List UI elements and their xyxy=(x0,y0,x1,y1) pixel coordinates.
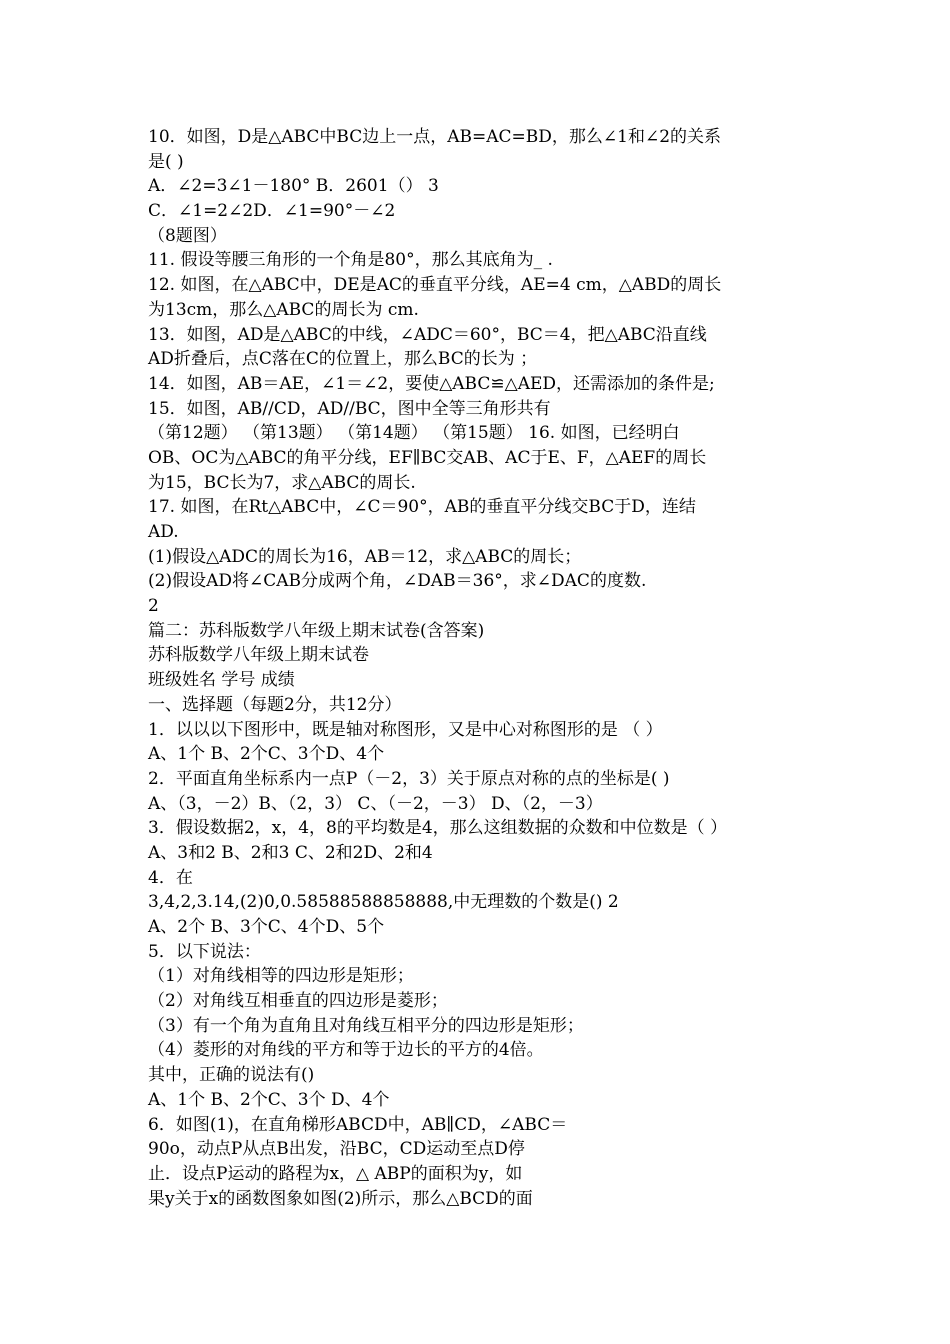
student-info-line: 班级姓名 学号 成绩 xyxy=(148,670,295,691)
text-line: 10．如图，D是△ABC中BC边上一点，AB=AC=BD，那么∠1和∠2的关系 xyxy=(148,127,722,147)
text-line: （8题图） xyxy=(148,225,227,246)
text-line: （1）对角线相等的四边形是矩形； xyxy=(148,966,414,987)
text-line: A、2个 B、3个C、4个D、5个 xyxy=(148,917,385,937)
text-line: OB、OC为△ABC的角平分线，EF∥BC交AB、AC于E、F，△AEF的周长 xyxy=(148,447,707,468)
text-line: 6．如图(1)，在直角梯形ABCD中，AB∥CD，∠ABC＝ xyxy=(148,1114,568,1135)
text-line: A、（3，－2）B、（2，3） C、（－2，－3） D、（2，－3） xyxy=(148,793,603,814)
section-title: 篇二：苏科版数学八年级上期末试卷(含答案) xyxy=(148,620,485,641)
text-line: A．∠2=3∠1－180° B．2601（） 3 xyxy=(148,176,439,197)
document-body xyxy=(148,125,798,1211)
section-heading: 一、选择题（每题2分，共12分） xyxy=(148,694,402,715)
text-line: 3．假设数据2，x，4，8的平均数是4，那么这组数据的众数和中位数是（ ） xyxy=(148,818,728,839)
text-line: C．∠1=2∠2D．∠1=90°－∠2 xyxy=(148,201,396,222)
text-line: 其中，正确的说法有() xyxy=(148,1065,315,1086)
text-line: 果y关于x的函数图象如图(2)所示，那么△BCD的面 xyxy=(148,1188,533,1209)
text-line: A、3和2 B、2和3 C、2和2D、2和4 xyxy=(148,842,433,863)
text-line: 13．如图，AD是△ABC的中线，∠ADC＝60°，BC＝4，把△ABC沿直线 xyxy=(148,324,707,345)
text-line: 为15，BC长为7，求△ABC的周长. xyxy=(148,472,416,493)
text-line: 是( ) xyxy=(148,151,184,172)
text-line: 为13cm，那么△ABC的周长为 cm. xyxy=(148,299,419,320)
text-line: 90o，动点P从点B出发，沿BC，CD运动至点D停 xyxy=(148,1139,525,1160)
text-line: （3）有一个角为直角且对角线互相平分的四边形是矩形； xyxy=(148,1015,584,1036)
text-line: AD. xyxy=(148,522,179,542)
text-line: 12. 如图，在△ABC中，DE是AC的垂直平分线，AE=4 cm，△ABD的周长 xyxy=(148,275,722,296)
text-line: 11. 假设等腰三角形的一个角是80°，那么其底角为_ . xyxy=(148,250,553,271)
text-line: (1)假设△ADC的周长为16，AB＝12，求△ABC的周长； xyxy=(148,546,582,567)
text-line: 4．在 xyxy=(148,867,193,888)
text-line: 止．设点P运动的路程为x，△ ABP的面积为y，如 xyxy=(148,1163,523,1184)
text-line: 17. 如图，在Rt△ABC中，∠C＝90°，AB的垂直平分线交BC于D，连结 xyxy=(148,497,696,518)
text-line: A、1个 B、2个C、3个D、4个 xyxy=(148,744,385,765)
text-line: （4）菱形的对角线的平方和等于边长的平方的4倍。 xyxy=(148,1040,544,1061)
text-line: 1．以以以下图形中，既是轴对称图形，又是中心对称图形的是 （ ） xyxy=(148,719,663,740)
text-line: AD折叠后，点C落在C的位置上，那么BC的长为 ； xyxy=(148,349,538,370)
text-line: 5．以下说法： xyxy=(148,941,261,962)
exam-title: 苏科版数学八年级上期末试卷 xyxy=(148,645,369,666)
page-number: 2 xyxy=(148,596,159,617)
text-line: 2．平面直角坐标系内一点P（－2，3）关于原点对称的点的坐标是( ) xyxy=(148,768,670,789)
text-line: (2)假设AD将∠CAB分成两个角，∠DAB＝36°，求∠DAC的度数. xyxy=(148,571,647,592)
text-line: 14．如图，AB＝AE，∠1＝∠2，要使△ABC≌△AED，还需添加的条件是; xyxy=(148,373,715,394)
text-line: 15．如图，AB//CD，AD//BC，图中全等三角形共有 xyxy=(148,398,551,419)
text-line: A、1个 B、2个C、3个 D、4个 xyxy=(148,1089,390,1110)
text-line: 3,4,2,3.14,(2)0,0.58588588858888,中无理数的个数是() 2 xyxy=(148,892,619,913)
text-line: （2）对角线互相垂直的四边形是菱形； xyxy=(148,991,448,1012)
text-line: （第12题） （第13题） （第14题） （第15题） 16. 如图，已经明白 xyxy=(148,423,680,444)
